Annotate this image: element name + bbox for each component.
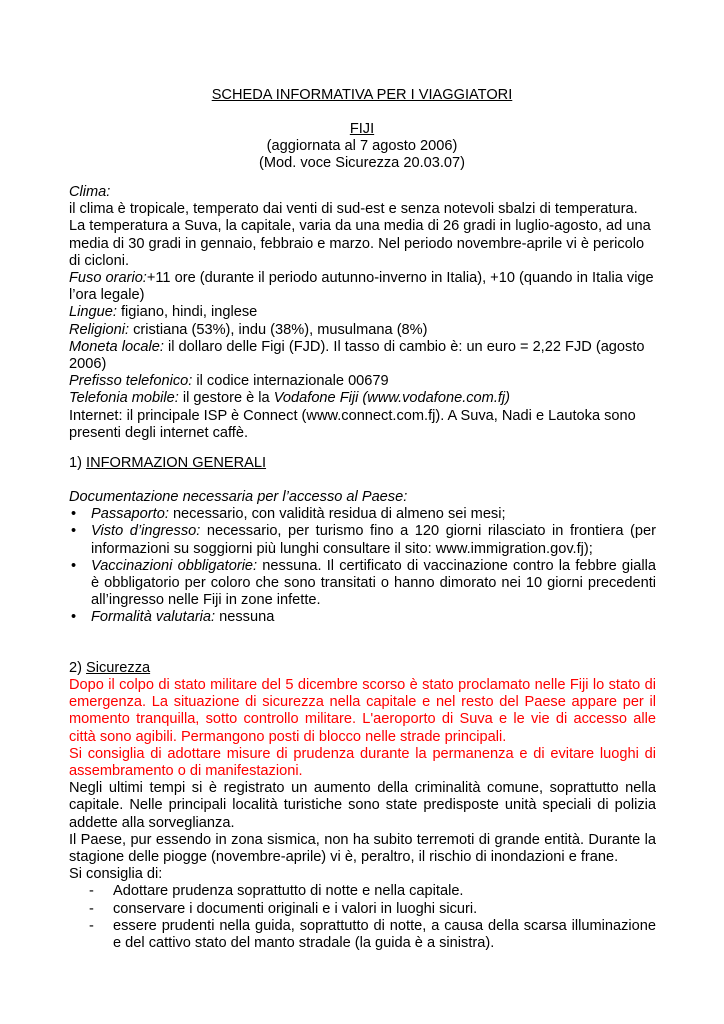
- advice-text-2: conservare i documenti originali e i valori in luoghi sicuri.: [113, 900, 478, 917]
- section-2-title: Sicurezza: [86, 660, 151, 676]
- documentation-heading: Documentazione necessaria per l’accesso al Paese:: [69, 489, 408, 505]
- advice-list: [69, 883, 656, 952]
- lingue-line: [69, 304, 656, 321]
- religioni-line: [69, 322, 656, 339]
- advice-text-1: Adottare prudenza soprattutto di notte e nella capitale.: [113, 883, 464, 900]
- section-1-number: 1): [69, 455, 87, 471]
- clima-line-4: di cicloni.: [69, 252, 130, 269]
- prudence-advice-paragraph: Si consiglia di adottare misure di prudenza durante la permanenza e di evitare luoghi di assembramento o di manifestazioni.: [69, 745, 656, 780]
- fuso-label: Fuso orario:: [69, 270, 147, 287]
- country-text: FIJI: [349, 121, 375, 137]
- list-item: [69, 883, 656, 900]
- lingue-text: figiano, hindi, inglese: [116, 304, 258, 321]
- clima-line-1: il clima è tropicale, temperato dai venti di sud-est e senza notevoli sbalzi di temperatura.: [69, 201, 638, 218]
- fuso-line-1: [69, 270, 656, 287]
- section-2-body: [69, 677, 656, 952]
- country-heading: [68, 121, 656, 138]
- fuso-text-1: +11 ore (durante il periodo autunno-inverno in Italia), +10 (quando in Italia vige: [146, 270, 654, 287]
- moneta-label: Moneta locale:: [69, 338, 164, 355]
- visto-label: Visto d’ingresso:: [91, 523, 201, 540]
- list-item: [69, 918, 656, 952]
- document-title: [68, 87, 656, 104]
- updated-date: (aggiornata al 7 agosto 2006): [266, 138, 458, 154]
- prefisso-line: [69, 373, 656, 390]
- documentation-list: [69, 506, 656, 626]
- section-2-heading: [69, 660, 656, 677]
- modified-note: (Mod. voce Sicurezza 20.03.07): [258, 155, 466, 171]
- telefonia-line: [69, 390, 656, 407]
- intro-block: [69, 184, 656, 442]
- bullet-icon: •: [71, 609, 77, 626]
- clima-line-3: media di 30 gradi in gennaio, febbraio e marzo. Nel periodo novembre-aprile vi è pericolo: [69, 235, 645, 252]
- internet-line-1: Internet: il principale ISP è Connect (www.connect.com.fj). A Suva, Nadi e Lautoka sono: [69, 407, 636, 424]
- vaccinazioni-text: nessuna. Il certificato di vaccinazione contro la febbre gialla è obbligatorio per coloro che sono transitati o hanno dimorato nei 10 giorni precedenti all’ingresso nelle Fiji in zone infette.: [91, 557, 656, 609]
- clima-line-2: La temperatura a Suva, la capitale, varia da una media di 26 gradi in luglio-agosto, ad una: [69, 218, 651, 235]
- valutaria-text: nessuna: [215, 609, 275, 626]
- telefonia-label: Telefonia mobile:: [69, 390, 179, 407]
- moneta-text-2: 2006): [69, 356, 107, 373]
- advice-text-3: essere prudenti nella guida, soprattutto di notte, a causa della scarsa illuminazione e del cattivo stato del manto stradale (la guida è a sinistra).: [113, 917, 656, 952]
- bullet-icon: •: [71, 523, 77, 540]
- visto-text: necessario, per turismo fino a 120 giorni rilasciato in frontiera (per informazioni su soggiorni più lunghi consultare il sito: www.immigration.gov.fj);: [91, 523, 656, 557]
- passaporto-text: necessario, con validità residua di almeno sei mesi;: [168, 506, 506, 523]
- section-2-number: 2): [69, 660, 87, 676]
- fuso-text-2: l’ora legale): [69, 287, 145, 304]
- religioni-text: cristiana (53%), indu (38%), musulmana (8%): [129, 321, 428, 338]
- moneta-text-1: il dollaro delle Figi (FJD). Il tasso di cambio è: un euro = 2,22 FJD (agosto: [163, 338, 645, 355]
- section-1-title: INFORMAZION GENERALI: [86, 455, 267, 471]
- section-1-body: [69, 489, 656, 627]
- valutaria-label: Formalità valutaria:: [91, 609, 216, 626]
- section-1-heading: [69, 455, 656, 472]
- prefisso-text: il codice internazionale 00679: [192, 373, 389, 390]
- religioni-label: Religioni:: [69, 321, 130, 338]
- crime-paragraph: Negli ultimi tempi si è registrato un aumento della criminalità comune, soprattutto nella capitale. Nelle principali località turistiche sono state predisposte unità speciali di polizia addette alla sorveglianza.: [69, 780, 656, 831]
- list-item: [69, 506, 656, 523]
- moneta-line-1: [69, 339, 656, 356]
- telefonia-text: il gestore è la: [178, 390, 274, 407]
- title-text: SCHEDA INFORMATIVA PER I VIAGGIATORI: [211, 87, 513, 103]
- passaporto-label: Passaporto:: [91, 506, 169, 523]
- dash-marker: -: [89, 883, 94, 900]
- telefonia-provider: Vodafone Fiji (www.vodafone.com.fj): [273, 390, 511, 407]
- bullet-icon: •: [71, 557, 77, 574]
- security-alert-paragraph: Dopo il colpo di stato militare del 5 dicembre scorso è stato proclamato nelle Fiji lo stato di emergenza. La situazione di sicurezza nella capitale e nel resto del Paese appare per il momento tranquilla, sotto controllo militare. L'aeroporto di Suva e le vie di accesso alle città sono agibili. Permangono posti di blocco nelle strade principali.: [69, 677, 656, 745]
- internet-line-2: presenti degli internet caffè.: [69, 424, 249, 441]
- list-item: [69, 901, 656, 918]
- advice-intro: Si consiglia di:: [69, 866, 163, 883]
- lingue-label: Lingue:: [69, 304, 117, 321]
- clima-label: Clima:: [69, 184, 111, 200]
- vaccinazioni-label: Vaccinazioni obbligatorie:: [91, 557, 258, 574]
- list-item: [69, 558, 656, 610]
- dash-marker: -: [89, 900, 94, 917]
- bullet-icon: •: [71, 506, 77, 523]
- natural-risks-paragraph: Il Paese, pur essendo in zona sismica, non ha subito terremoti di grande entità. Durante la stagione delle piogge (novembre-aprile) vi è, peraltro, il rischio di inondazioni e frane.: [69, 831, 656, 866]
- list-item: [69, 609, 656, 626]
- prefisso-label: Prefisso telefonico:: [69, 373, 193, 390]
- list-item: [69, 523, 656, 557]
- dash-marker: -: [89, 917, 94, 934]
